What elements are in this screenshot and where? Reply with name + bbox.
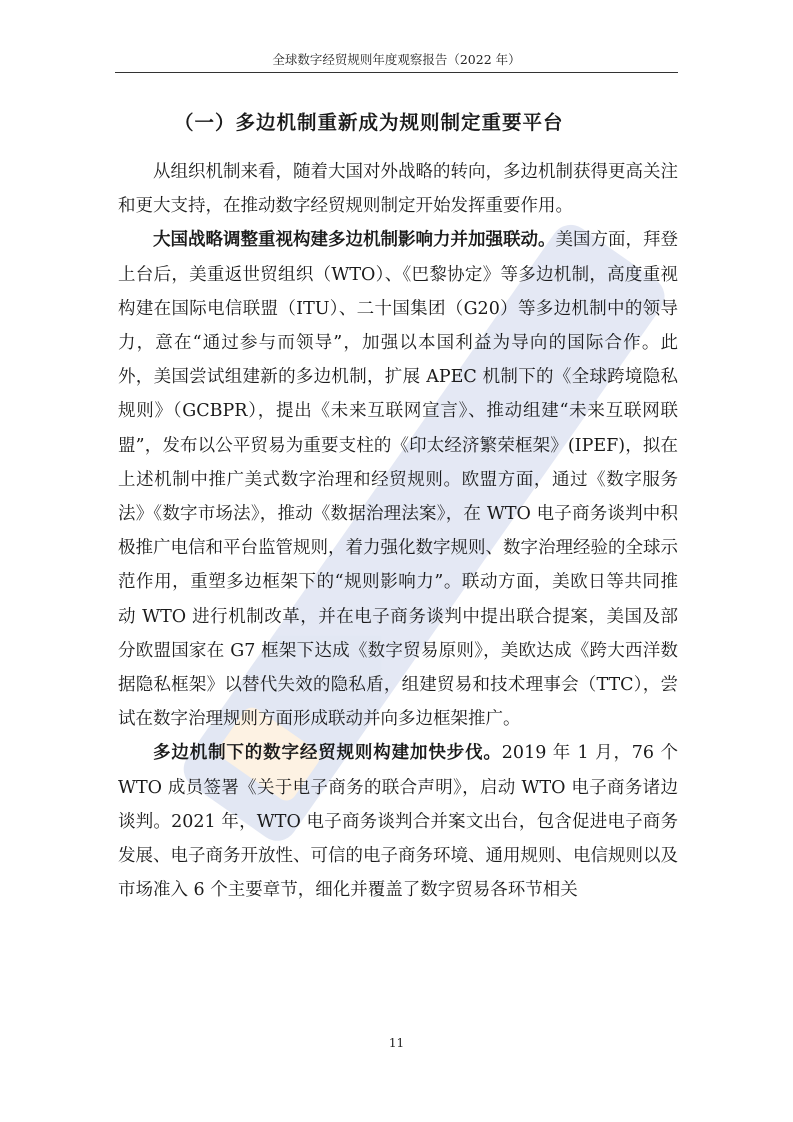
header-rule [115,72,678,73]
running-header: 全球数字经贸规则年度观察报告（2022 年） [272,52,521,67]
page-content [118,105,678,907]
paragraph-lead: 大国战略调整重视构建多边机制影响力并加强联动。 [153,230,556,251]
paragraph-body: 美国方面，拜登上台后，美重返世贸组织（WTO）、《巴黎协定》等多边机制，高度重视构建在国际电信联盟（ITU）、二十国集团（G20）等多边机制中的领导力，意在“通过参与而领导”，加强以本国利益为导向的国际合作。此外，美国尝试组建新的多边机制，扩展 APEC 机制下的《全球跨境隐私规则》（GCBPR），提出《未来互联网宣言》、推动组建“未来互联网联盟”，发布以公平贸易为重要支柱的《印太经济繁荣框架》(IPEF)，拟在上述机制中推广美式数字治理和经贸规则。欧盟方面，通过《数字服务法》《数字市场法》，推动《数据治理法案》，在 WTO 电子商务谈判中积极推广电信和平台监管规则，着力强化数字规则、数字治理经验的全球示范作用，重塑多边框架下的“规则影响力”。联动方面，美欧日等共同推动 WTO 进行机制改革，并在电子商务谈判中提出联合提案，美国及部分欧盟国家在 G7 框架下达成《数字贸易原则》，美欧达成《跨大西洋数据隐私框架》以替代失效的隐私盾，组建贸易和技术理事会（TTC），尝试在数字治理规则方面形成联动并向多边框架推广。 [118,230,678,730]
paragraph-major-powers [118,223,678,736]
section-heading: （一）多边机制重新成为规则制定重要平台 [174,111,564,134]
paragraph-multilateral-rules [118,736,678,907]
paragraph-intro: 从组织机制来看，随着大国对外战略的转向，多边机制获得更高关注和更大支持，在推动数字经贸规则制定开始发挥重要作用。 [118,162,678,217]
paragraph-body: 2019 年 1 月，76 个 WTO 成员签署《关于电子商务的联合声明》，启动 WTO 电子商务诸边谈判。2021 年，WTO 电子商务谈判合并案文出台，包含促进电子商务发展、电子商务开放性、可信的电子商务环境、通用规则、电信规则以及市场准入 6 个主要章节，细化并覆盖了数字贸易各环节相关 [118,743,678,901]
page-number: 11 [388,1036,405,1050]
paragraph-lead: 多边机制下的数字经贸规则构建加快步伐。 [153,743,502,764]
